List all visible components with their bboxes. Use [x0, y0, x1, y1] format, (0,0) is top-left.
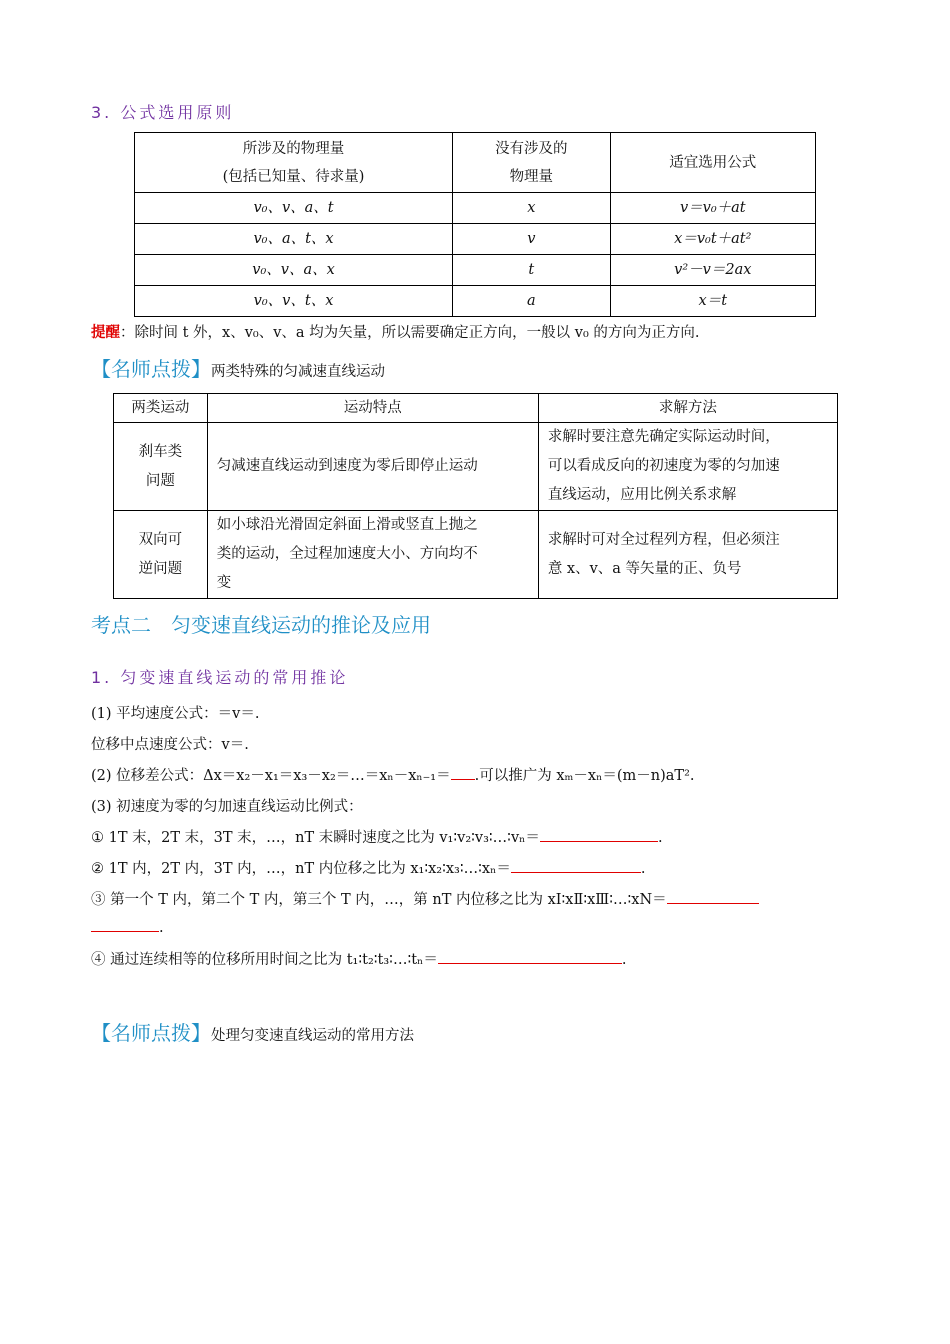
formula-line: [91, 888, 759, 909]
table-cell: 双向可 逆问题: [114, 511, 208, 599]
formula-line: [91, 826, 663, 847]
formula-text: ② 1T 内，2T 内，3T 内，…，nT 内位移之比为 x₁∶x₂∶x₃∶…∶xₙ＝: [91, 861, 511, 877]
formula-text: ③ 第一个 T 内，第二个 T 内，第三个 T 内，…，第 nT 内位移之比为 xⅠ∶xⅡ∶xⅢ∶…∶xN＝: [91, 892, 667, 908]
formula-line: [91, 764, 695, 785]
table-cell: v₀、v、a、x: [135, 255, 453, 286]
formula-line: [91, 857, 645, 878]
teacher-tip: [91, 1017, 414, 1046]
answer-blank: [451, 765, 475, 780]
tip-description: 两类特殊的匀减速直线运动: [211, 364, 385, 380]
tip-label: 【名师点拨】: [91, 357, 211, 381]
table-cell: x＝t: [610, 286, 815, 317]
answer-blank: [91, 917, 159, 932]
table-header: 适宜选用公式: [610, 133, 815, 193]
formula-text: .: [640, 861, 646, 877]
table-cell: 求解时要注意先确定实际运动时间， 可以看成反向的初速度为零的匀加速 直线运动，应用比例关系求解: [538, 423, 837, 511]
table-cell: v: [453, 224, 611, 255]
answer-blank: [540, 827, 658, 842]
formula-line: (3) 初速度为零的匀加速直线运动比例式：: [91, 799, 363, 815]
table-cell: v₀、v、t、x: [135, 286, 453, 317]
formula-text: (2) 位移差公式：Δx＝x₂－x₁＝x₃－x₂＝…＝xₙ－xₙ₋₁＝: [91, 768, 451, 784]
table-cell: 求解时可对全过程列方程，但必须注 意 x、v、a 等矢量的正、负号: [538, 511, 837, 599]
table-cell: 刹车类 问题: [114, 423, 208, 511]
formula-line: [91, 948, 626, 969]
table-header: 所涉及的物理量 (包括已知量、待求量): [135, 133, 453, 193]
table-header: 两类运动: [114, 394, 208, 423]
teacher-tip: [91, 353, 385, 382]
formula-selection-table: [134, 132, 816, 317]
tip-label: 【名师点拨】: [91, 1021, 211, 1045]
table-cell: x: [453, 193, 611, 224]
section-title: 3. 公式选用原则: [91, 103, 235, 122]
table-cell: 匀减速直线运动到速度为零后即停止运动: [207, 423, 538, 511]
table-cell: t: [453, 255, 611, 286]
formula-text: .: [159, 920, 164, 936]
reminder-note: [91, 321, 700, 342]
formula-line: (1) 平均速度公式：＝v＝.: [91, 706, 260, 722]
formula-text: ① 1T 末，2T 末，3T 末，…，nT 末瞬时速度之比为 v₁∶v₂∶v₃∶…∶vₙ＝: [91, 830, 540, 846]
table-cell: v₀、a、t、x: [135, 224, 453, 255]
formula-text: .: [657, 830, 663, 846]
deceleration-types-table: [113, 393, 838, 599]
table-cell: v²－v＝2ax: [610, 255, 815, 286]
table-cell: 如小球沿光滑固定斜面上滑或竖直上抛之 类的运动，全过程加速度大小、方向均不 变: [207, 511, 538, 599]
tip-description: 处理匀变速直线运动的常用方法: [211, 1028, 414, 1044]
formula-text: .可以推广为 xₘ－xₙ＝(m－n)aT².: [474, 768, 695, 784]
table-header: 求解方法: [538, 394, 837, 423]
reminder-label: 提醒: [91, 324, 120, 341]
table-header: 没有涉及的 物理量: [453, 133, 611, 193]
table-cell: v＝v₀＋at: [610, 193, 815, 224]
table-header: 运动特点: [207, 394, 538, 423]
table-cell: v₀、v、a、t: [135, 193, 453, 224]
table-cell: x＝v₀t＋at²: [610, 224, 815, 255]
kaodian-heading: 考点二 匀变速直线运动的推论及应用: [91, 613, 431, 637]
answer-blank: [438, 949, 622, 964]
subsection-title: 1. 匀变速直线运动的常用推论: [91, 668, 349, 687]
table-cell: a: [453, 286, 611, 317]
answer-blank: [667, 889, 759, 904]
formula-line-continued: [91, 917, 164, 936]
formula-text: ④ 通过连续相等的位移所用时间之比为 t₁∶t₂∶t₃∶…∶tₙ＝: [91, 952, 438, 968]
formula-line: 位移中点速度公式：v＝.: [91, 737, 249, 753]
answer-blank: [511, 858, 641, 873]
reminder-text: ：除时间 t 外，x、v₀、v、a 均为矢量，所以需要确定正方向，一般以 v₀ 的方向为正方向.: [120, 325, 700, 341]
formula-text: .: [621, 952, 627, 968]
